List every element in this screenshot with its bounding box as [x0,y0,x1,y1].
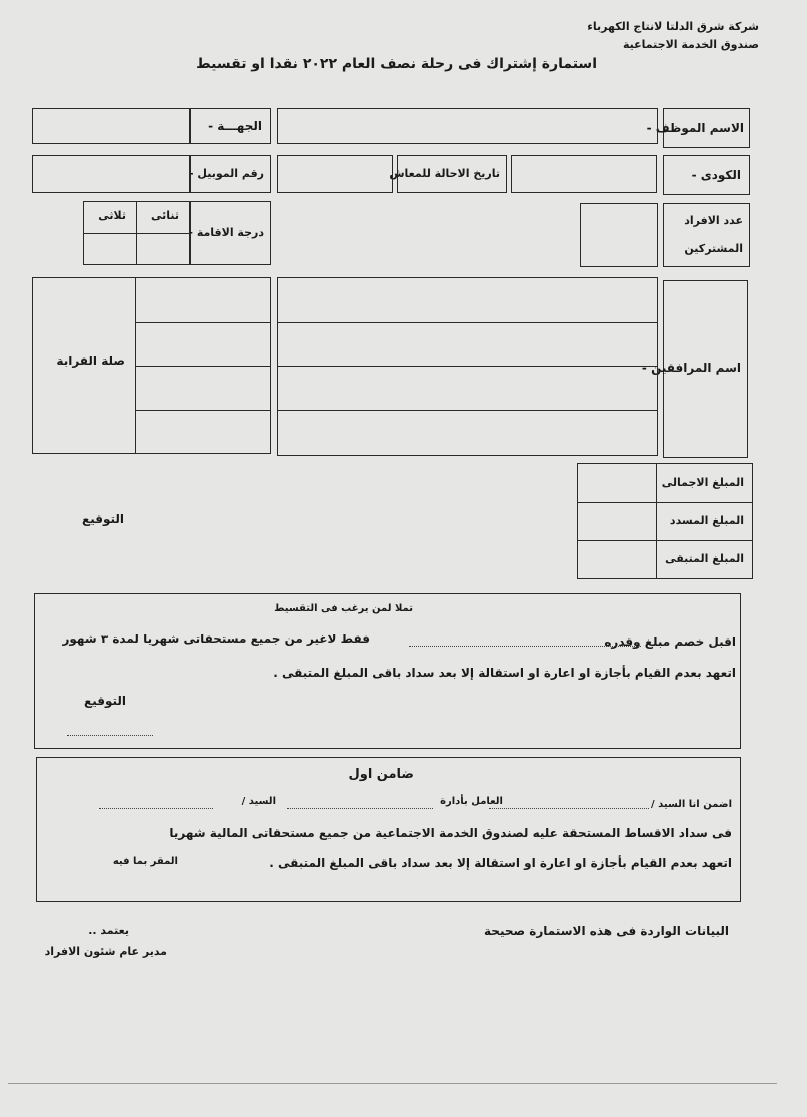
guarantor-heading: ضامن اول [348,767,414,782]
stay-option-double: ثنائى [150,209,179,222]
fund-name: صندوق الخدمة الاجتماعية [622,38,759,51]
page-bottom-line [8,1083,777,1084]
relation-table [32,277,271,454]
total-amount-label: المبلغ الاجمالى [661,476,744,489]
column-divider [656,464,657,578]
installment-section [34,593,741,749]
company-name: شركة شرق الدلتا لانتاج الكهرباء [587,20,759,33]
guarantor-acknowledger: المقر بما فيه [112,856,178,867]
members-label-cell [663,203,750,267]
stay-option-triple-cell [83,201,137,234]
stay-option-triple: ثلاثى [98,209,126,222]
stay-label: درجة الاقامة - [188,226,264,239]
installment-accept-suffix: فقط لاغير من جميع مستحقاتى شهريا لمدة ٣ شهور [62,632,370,646]
row-divider [135,366,270,367]
installment-heading: تملا لمن يرغب فى التقسيط [274,603,413,614]
code-label: الكودى - [691,168,741,182]
guarantor-worker-dept: العامل بأدارة [440,796,503,807]
row-divider [578,502,752,503]
page-title: استمارة إشتراك فى رحلة نصف العام ٢٠٢٢ نقدا او تقسيط [196,56,597,72]
installment-signature-label: التوقيع [84,694,126,708]
installment-signature-field[interactable] [67,735,153,736]
row-divider [135,322,270,323]
code-field[interactable] [511,155,657,193]
companions-label: اسم المرافقين - [641,361,741,375]
stay-triple-checkbox[interactable] [83,233,137,265]
department-label-cell [190,108,271,144]
guarantor-name-field[interactable] [489,808,649,809]
installment-amount-field[interactable] [409,646,641,647]
department-label: الجهـــة - [208,119,262,133]
companions-label-cell [641,280,748,458]
data-correct-statement: البيانات الواردة فى هذه الاستمارة صحيحة [484,924,729,938]
retirement-label-cell [389,155,507,193]
stay-double-checkbox[interactable] [136,233,190,265]
row-divider [135,410,270,411]
approved-label: يعتمد .. [88,924,129,937]
installment-accept-prefix: اقبل خصم مبلغ وقدره [604,635,736,649]
name-field[interactable] [277,108,658,144]
row-divider [278,410,657,411]
code-label-cell [663,155,750,195]
companion-names-table [277,277,658,456]
guarantor-dept-field[interactable] [287,808,433,809]
name-label-cell [646,108,750,148]
signature-label: التوقيع [82,512,124,526]
members-label-line1: عدد الافراد [684,214,743,227]
stay-option-double-cell [136,201,190,234]
mobile-label-cell [190,155,271,193]
guarantor-i-guarantee: اضمن انا السيد / [650,799,732,810]
members-label-line2: المشتركين [684,242,743,255]
installment-pledge: اتعهد بعدم القيام بأجازة او اعارة او استقالة إلا بعد سداد باقى المبلغ المتبقى . [273,666,736,680]
guarantor-mr-field[interactable] [99,808,213,809]
mobile-field[interactable] [32,155,190,193]
director-title: مدير عام شئون الافراد [44,945,167,958]
relation-label: صلة القرابة [56,354,125,368]
stay-label-cell [190,201,271,265]
row-divider [278,366,657,367]
remaining-amount-label: المبلغ المتبقى [665,552,744,565]
paid-amount-label: المبلغ المسدد [669,514,744,527]
row-divider [278,322,657,323]
retirement-label: تاريخ الاحالة للمعاش [389,167,500,180]
department-field[interactable] [32,108,190,144]
mobile-label: رقم الموبيل - [189,167,264,180]
guarantor-mr: السيد / [241,796,276,807]
row-divider [578,540,752,541]
guarantor-pledge: اتعهد بعدم القيام بأجازة او اعارة او استقالة إلا بعد سداد باقى المبلغ المتبقى . [269,856,732,870]
name-label: الاسم الموظف - [646,121,744,135]
guarantor-section [36,757,741,902]
guarantor-installments: فى سداد الاقساط المستحقة عليه لصندوق الخدمة الاجتماعية من جميع مستحقاتى المالية شهريا [169,826,732,840]
members-count-field[interactable] [580,203,658,267]
amounts-table [577,463,753,579]
retirement-date-field[interactable] [277,155,393,193]
